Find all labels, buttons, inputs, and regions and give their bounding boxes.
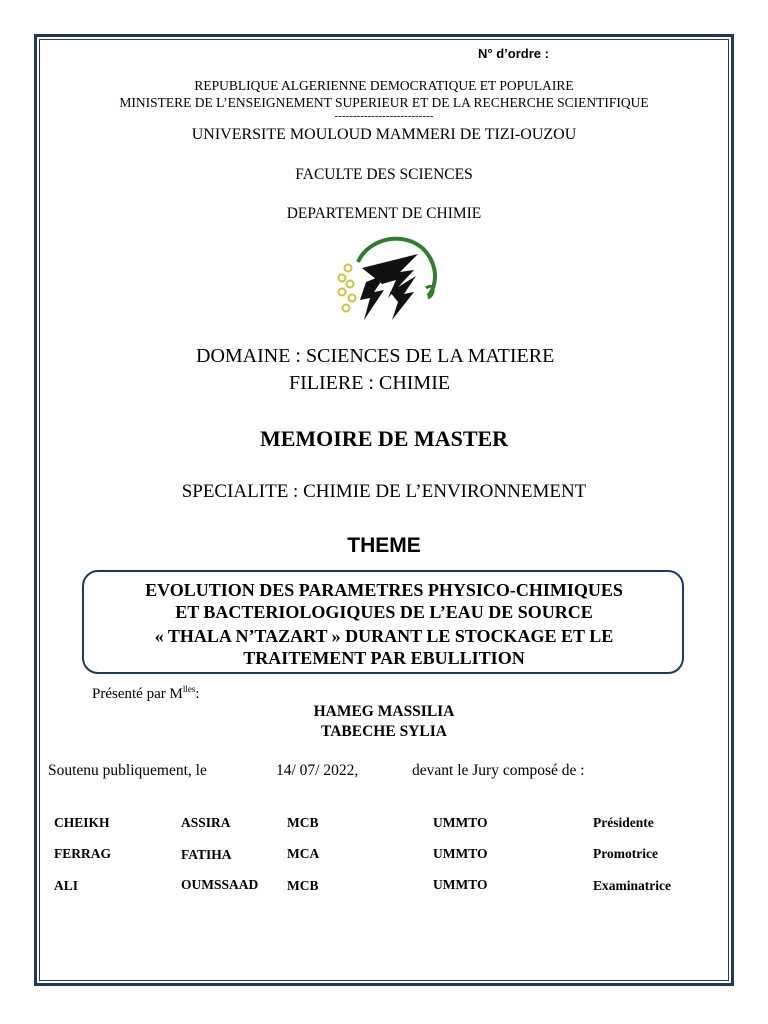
jury-first-name: OUMSSAAD	[181, 877, 259, 892]
jury-role: Présidente	[593, 815, 654, 830]
jury-last-name: ALI	[54, 878, 79, 893]
jury-first-name: FATIHA	[181, 847, 232, 862]
jury-institution: UMMTO	[433, 846, 488, 861]
jury-role: Promotrice	[593, 846, 658, 861]
presented-by-suffix: :	[195, 686, 200, 702]
presented-by-sup: lles	[182, 684, 196, 694]
theme-title-line-2: ET BACTERIOLOGIQUES DE L’EAU DE SOURCE	[175, 602, 593, 622]
jury-last-name: FERRAG	[54, 846, 111, 861]
theme-label: THEME	[347, 534, 421, 557]
defense-intro: Soutenu publiquement, le	[48, 762, 207, 779]
order-number-label: N° d’ordre :	[478, 46, 549, 61]
domain-line: DOMAINE : SCIENCES DE LA MATIERE	[196, 345, 555, 367]
presenter-name-1: HAMEG MASSILIA	[313, 703, 455, 720]
theme-title-line-3: « THALA N’TAZART » DURANT LE STOCKAGE ET LE	[154, 626, 614, 646]
presented-by-prefix: Présenté par M	[92, 686, 183, 702]
ministry-line: MINISTERE DE L’ENSEIGNEMENT SUPERIEUR ET DE LA RECHERCHE SCIENTIFIQUE	[119, 95, 649, 110]
jury-last-name: CHEIKH	[54, 815, 110, 830]
jury-grade: MCB	[287, 815, 319, 830]
jury-grade: MCA	[287, 846, 320, 861]
presenter-name-2: TABECHE SYLIA	[321, 723, 447, 740]
thesis-type: MEMOIRE DE MASTER	[259, 426, 509, 451]
defense-date: 14/ 07/ 2022,	[276, 762, 359, 779]
jury-first-name: ASSIRA	[181, 815, 231, 830]
jury-intro: devant le Jury composé de :	[412, 762, 585, 779]
presented-by-label	[92, 684, 199, 703]
jury-role: Examinatrice	[593, 878, 671, 893]
republic-line: REPUBLIQUE ALGERIENNE DEMOCRATIQUE ET POPULAIRE	[194, 78, 574, 93]
department-name: DEPARTEMENT DE CHIMIE	[286, 205, 482, 222]
header-separator: ---------------------------	[334, 110, 434, 122]
university-name: UNIVERSITE MOULOUD MAMMERI DE TIZI-OUZOU	[191, 126, 577, 143]
jury-grade: MCB	[287, 878, 319, 893]
jury-institution: UMMTO	[433, 877, 488, 892]
faculty-name: FACULTE DES SCIENCES	[295, 166, 473, 183]
university-logo-icon	[330, 232, 440, 324]
specialty-line: SPECIALITE : CHIMIE DE L’ENVIRONNEMENT	[181, 481, 587, 502]
theme-title-line-1: EVOLUTION DES PARAMETRES PHYSICO-CHIMIQUES	[145, 580, 623, 600]
jury-institution: UMMTO	[433, 815, 488, 830]
theme-title-line-4: TRAITEMENT PAR EBULLITION	[243, 648, 525, 668]
field-line: FILIERE : CHIMIE	[289, 372, 451, 394]
